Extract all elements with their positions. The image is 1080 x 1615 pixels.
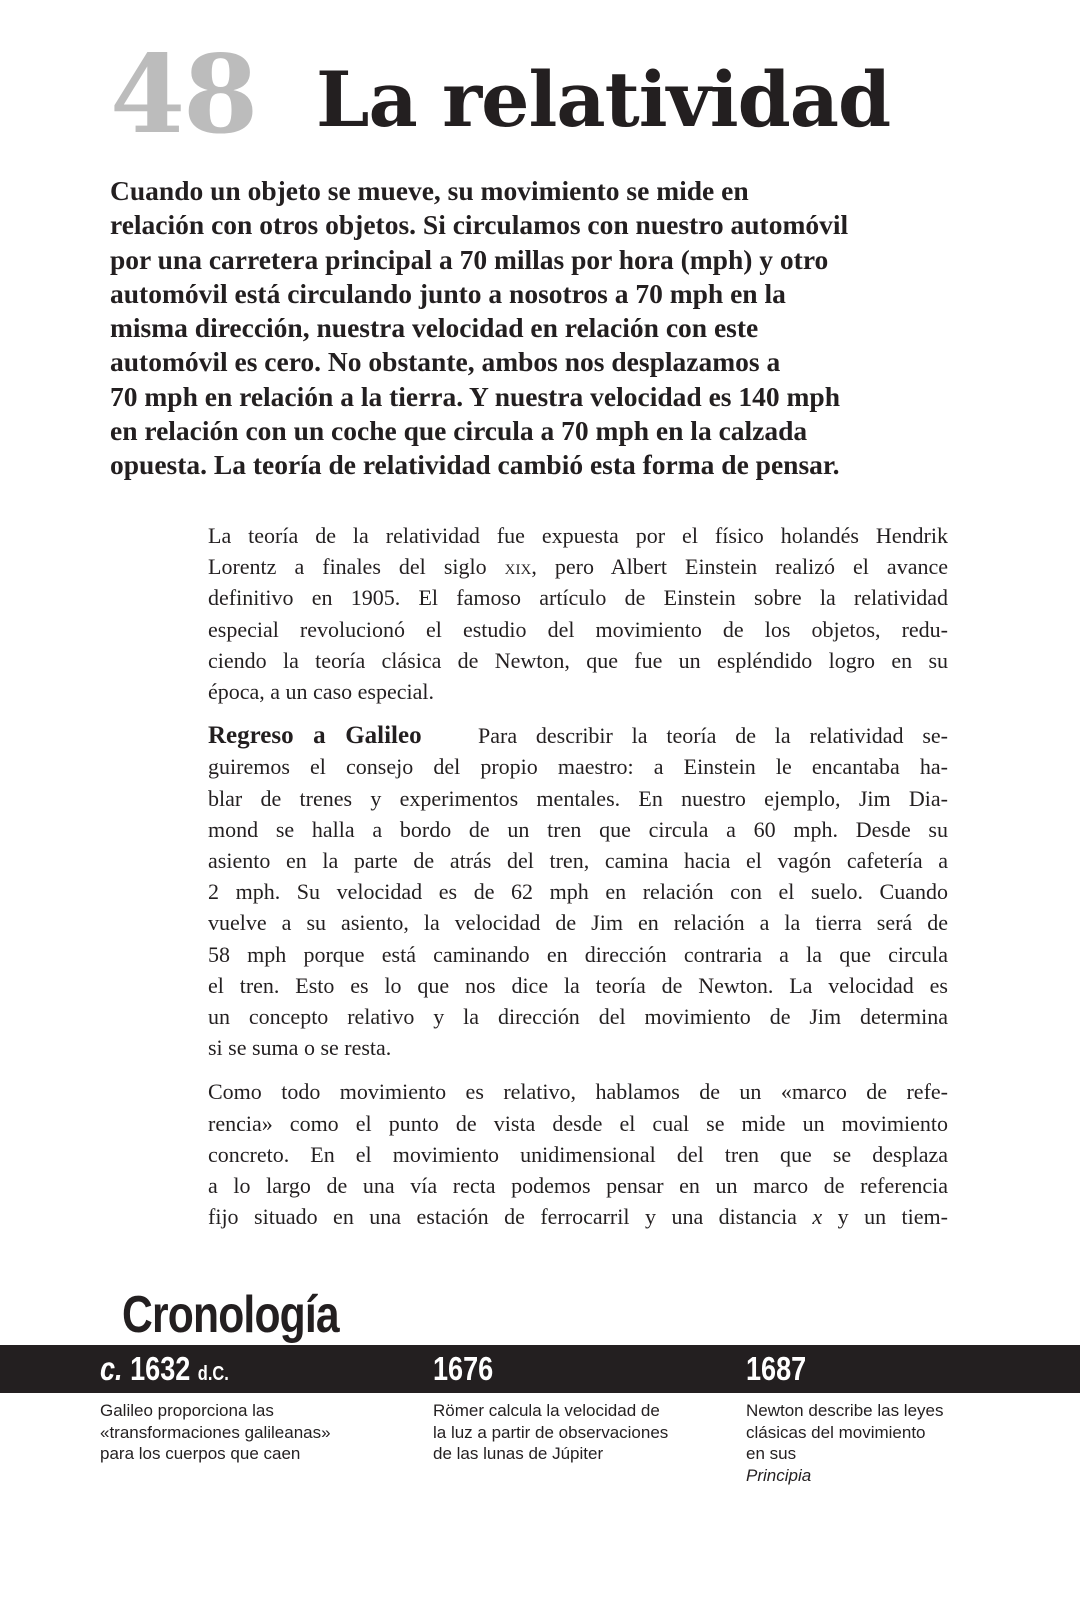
text-line: «transformaciones galileanas» — [100, 1422, 331, 1442]
intro-line: relación con otros objetos. Si circulamos con nuestro automóvil — [110, 209, 849, 241]
body-text — [208, 520, 948, 1245]
chapter-header — [110, 32, 1010, 158]
circa-prefix: c. — [100, 1350, 123, 1387]
text-line: clásicas del movimiento — [746, 1422, 926, 1442]
text-line: definitivo en 1905. El famoso artículo de Einstein sobre la relatividad — [208, 585, 948, 611]
text-line: Newton describe las leyes — [746, 1401, 944, 1420]
text-line: rencia» como el punto de vista desde el cual se mide un movimiento — [208, 1110, 948, 1136]
timeline-description — [100, 1400, 390, 1465]
intro-line: misma dirección, nuestra velocidad en relación con este — [110, 312, 759, 344]
intro-paragraph — [110, 174, 990, 483]
text-line: especial revolucionó el estudio del movimiento de los objetos, redu- — [208, 616, 948, 642]
chapter-number: 48 — [110, 32, 257, 158]
intro-line: automóvil es cero. No obstante, ambos nos desplazamos a — [110, 346, 781, 378]
text-segment: Lorentz a finales del siglo — [208, 554, 505, 580]
text-segment: fijo situado en una estación de ferrocarril y una distancia — [208, 1204, 813, 1230]
text-line: guiremos el consejo del propio maestro: a Einstein le encantaba ha- — [208, 754, 948, 780]
text-line — [208, 551, 948, 582]
roman-numeral: xix — [504, 554, 532, 580]
text-line: a lo largo de una vía recta podemos pensar en un marco de referencia — [208, 1173, 948, 1199]
chapter-title: La relatividad — [316, 55, 891, 144]
book-title: Principia — [746, 1465, 812, 1485]
intro-line: Cuando un objeto se mueve, su movimiento se mide en — [110, 175, 749, 206]
timeline-bar — [0, 1345, 1080, 1393]
text-line: mond se halla a bordo de un tren que circula a 60 mph. Desde su — [208, 816, 948, 842]
text-line: concreto. En el movimiento unidimensional del tren que se desplaza — [208, 1141, 948, 1167]
paragraph-3 — [208, 1076, 948, 1232]
text-line: 2 mph. Su velocidad es de 62 mph en relación con el suelo. Cuando — [208, 879, 948, 905]
text-line — [746, 1443, 1036, 1486]
text-line — [208, 720, 948, 751]
text-line: blar de trenes y experimentos mentales. En nuestro ejemplo, Jim Dia- — [208, 785, 948, 811]
text-line: la luz a partir de observaciones — [433, 1422, 669, 1442]
intro-line: en relación con un coche que circula a 70 mph en la calzada — [110, 415, 808, 447]
text-line: asiento en la parte de atrás del tren, camina hacia el vagón cafetería a — [208, 848, 948, 874]
text-line: vuelve a su asiento, la velocidad de Jim en relación a la tierra será de — [208, 910, 948, 936]
text-line: un concepto relativo y la dirección del movimiento de Jim determina — [208, 1004, 948, 1030]
text-line: de las lunas de Júpiter — [433, 1444, 604, 1463]
text-segment: y un tiem- — [822, 1204, 948, 1230]
timeline-date — [433, 1350, 493, 1388]
text-segment: en sus — [746, 1444, 797, 1463]
text-line: Como todo movimiento es relativo, hablamos de un «marco de refe- — [208, 1079, 948, 1105]
text-line: Römer calcula la velocidad de — [433, 1401, 660, 1420]
intro-line: automóvil está circulando junto a nosotros a 70 mph en la — [110, 277, 786, 309]
timeline-date — [100, 1350, 229, 1393]
paragraph-1 — [208, 520, 948, 707]
text-line: 58 mph porque está caminando en dirección contraria a la que circula — [208, 941, 948, 967]
text-line: Galileo proporciona las — [100, 1401, 274, 1420]
text-segment: Para describir la teoría de la relatividad se- — [478, 723, 948, 749]
text-line: La teoría de la relatividad fue expuesta por el físico holandés Hendrik — [208, 523, 948, 548]
text-line — [208, 1201, 948, 1232]
text-segment: , pero Albert Einstein realizó el avance — [531, 554, 948, 580]
year: 1632 — [122, 1350, 198, 1387]
era-suffix: d.C. — [197, 1363, 229, 1385]
variable-x: x — [812, 1204, 823, 1230]
year: 1676 — [433, 1350, 494, 1387]
timeline-title: Cronología — [122, 1286, 339, 1344]
text-line: si se suma o se resta. — [208, 1035, 392, 1061]
intro-line: por una carretera principal a 70 millas por hora (mph) y otro — [110, 243, 829, 275]
text-line: para los cuerpos que caen — [100, 1444, 301, 1463]
text-line: el tren. Esto es lo que nos dice la teoría de Newton. La velocidad es — [208, 972, 948, 998]
section-subhead: Regreso a Galileo — [208, 722, 422, 750]
year: 1687 — [746, 1350, 807, 1387]
paragraph-2 — [208, 720, 948, 1063]
intro-line: 70 mph en relación a la tierra. Y nuestra velocidad es 140 mph — [110, 380, 840, 412]
timeline-description — [433, 1400, 723, 1465]
intro-line: opuesta. La teoría de relatividad cambió esta forma de pensar. — [110, 449, 840, 481]
text-line: época, a un caso especial. — [208, 679, 434, 705]
timeline-description — [746, 1400, 1036, 1486]
text-line: ciendo la teoría clásica de Newton, que fue un espléndido logro en su — [208, 647, 948, 673]
timeline-date — [746, 1350, 806, 1388]
